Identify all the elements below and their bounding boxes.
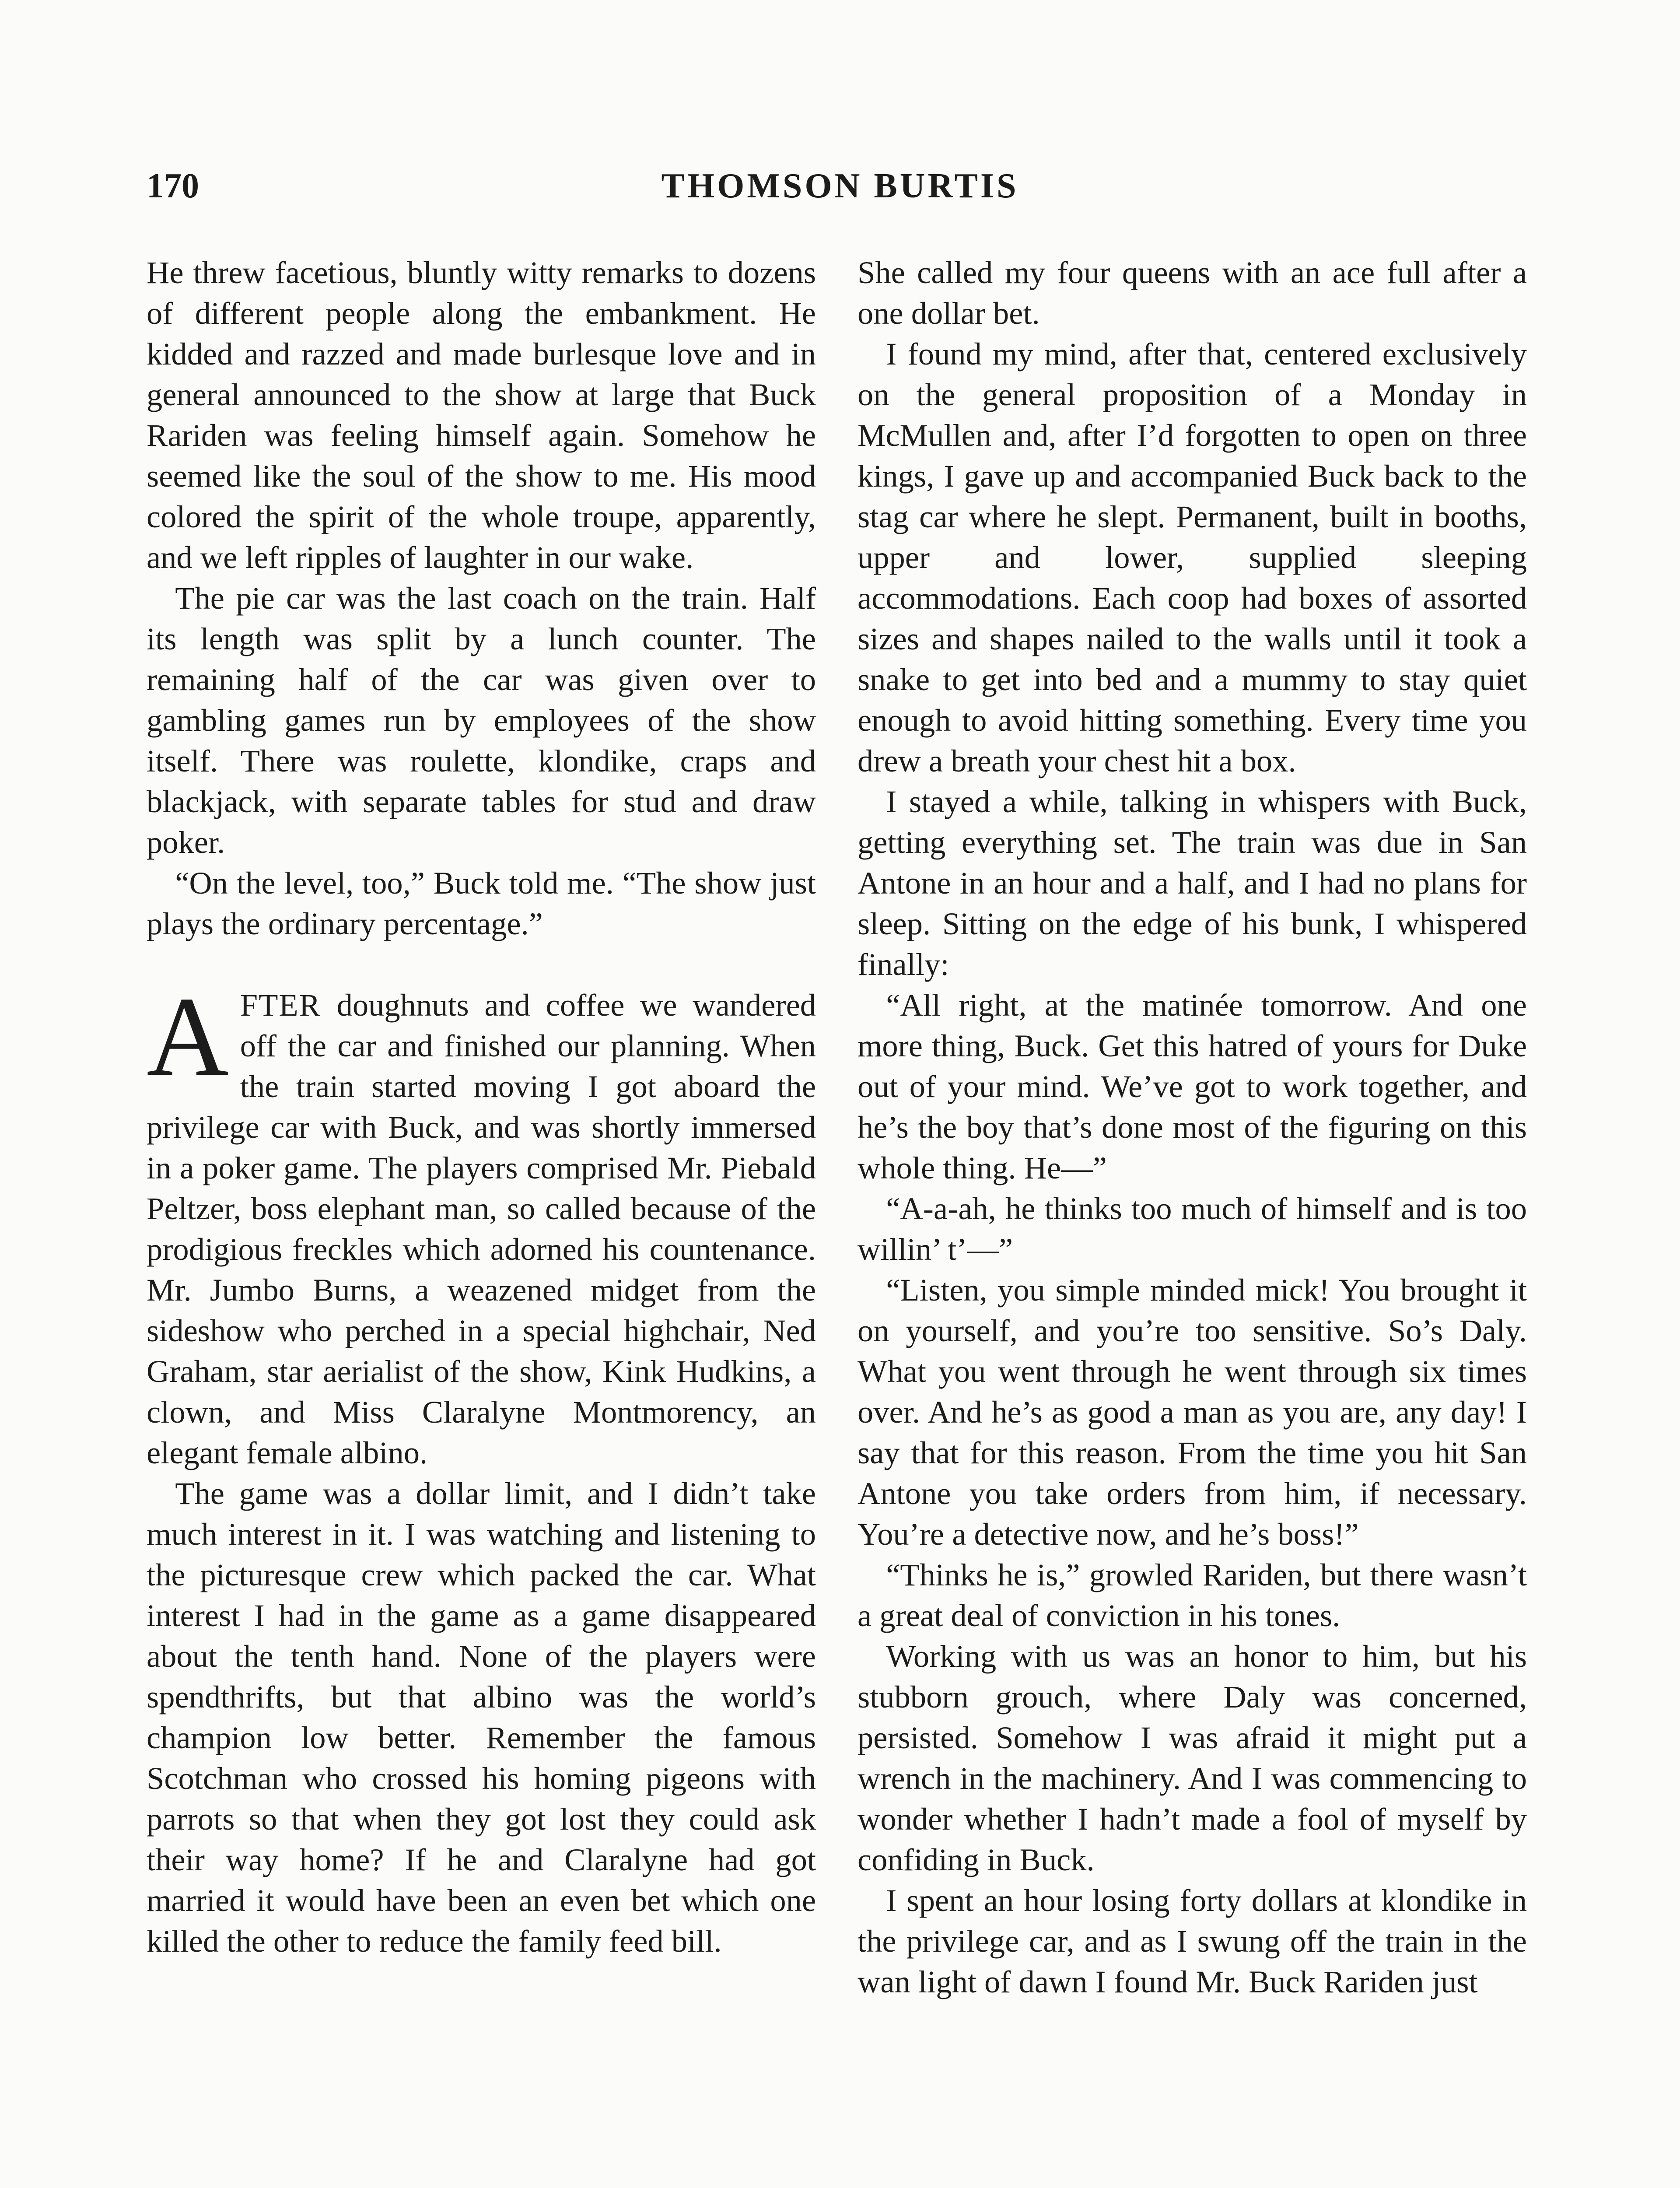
paragraph: “All right, at the matinée tomorrow. And one more thing, Buck. Get this hatred of yours for Duke out of your mind. We’ve got to work together, and he’s the boy that’s done most of the figuring on this whole thing. He—” [858,987,1527,1185]
left-column [147,252,816,1961]
page-number: 170 [147,167,199,205]
paragraph: I found my mind, after that, centered exclusively on the general proposition of a Monday in McMullen and, after I’d forgotten to open on three kings, I gave up and accompanied Buck back to the stag car where he slept. Permanent, built in booths, upper and lower, supplied sleeping accommodations. Each coop had boxes of assorted sizes and shapes nailed to the walls until it took a snake to get into bed and a mummy to stay quiet enough to avoid hitting something. Every time you drew a breath your chest hit a box. [858,336,1527,778]
paragraph: “Listen, you simple minded mick! You brought it on yourself, and you’re too sensitive. So’s Daly. What you went through he went through six times over. And he’s as good a man as you are, any day! I say that for this reason. From the time you hit San Antone you take orders from him, if necessary. You’re a detective now, and he’s boss!” [858,1272,1527,1552]
paragraph: I stayed a while, talking in whispers with Buck, getting everything set. The train was due in San Antone in an hour and a half, and I had no plans for sleep. Sitting on the edge of his bunk, I whispered finally: [858,784,1527,982]
paragraph: I spent an hour losing forty dollars at klondike in the privilege car, and as I swung off the train in the wan light of dawn I found Mr. Buck Rariden just [858,1883,1527,1999]
paragraph: “A-a-ah, he thinks too much of himself and is too willin’ t’—” [858,1191,1527,1267]
small-caps-lead: FTER [240,987,322,1023]
paragraph-text: doughnuts and coffee we wandered off the car and finished our planning. When the train started moving I got aboard the privilege car with Buck, and was shortly immersed in a poker game. The players comprised Mr. Piebald Peltzer, boss elephant man, so called because of the prodigious freckles which adorned his countenance. Mr. Jumbo Burns, a weazened midget from the sideshow who perched in a special highchair, Ned Graham, star aerialist of the show, Kink Hudkins, a clown, and Miss Claralyne Montmorency, an elegant female albino. [147,987,816,1470]
paragraph: “On the level, too,” Buck told me. “The show just plays the ordinary percentage.” [147,865,816,941]
paragraph: Working with us was an honor to him, but his stubborn grouch, where Daly was concerned, persisted. Somehow I was afraid it might put a wrench in the machinery. And I was commencing to wonder whether I hadn’t made a fool of myself by confiding in Buck. [858,1638,1527,1877]
paragraph: “Thinks he is,” growled Rariden, but there wasn’t a great deal of conviction in his tones. [858,1557,1527,1633]
section-opening-paragraph [147,974,816,1473]
page-header [147,166,1533,214]
paragraph: He threw facetious, bluntly witty remarks to dozens of different people along the embankment. He kidded and razzed and made burlesque love and in general announced to the show at large that Buck Rariden was feeling himself again. Somehow he seemed like the soul of the show to me. His mood colored the spirit of the whole troupe, apparently, and we left ripples of laughter in our wake. [147,255,816,575]
right-column [858,252,1527,2002]
paragraph: The pie car was the last coach on the train. Half its length was split by a lunch counter. The remaining half of the car was given over to gambling games run by employees of the show itself. There was roulette, klondike, craps and blackjack, with separate tables for stud and draw poker. [147,580,816,860]
drop-cap-initial: A [147,974,229,1100]
paragraph: The game was a dollar limit, and I didn’t take much interest in it. I was watching and listening to the picturesque crew which packed the car. What interest I had in the game as a game disappeared about the tenth hand. None of the players were spendthrifts, but that albino was the world’s champion low better. Remember the famous Scotchman who crossed his homing pigeons with parrots so that when they got lost they could ask their way home? If he and Claralyne had got married it would have been an even bet which one killed the other to reduce the family feed bill. [147,1476,816,1959]
running-title: THOMSON BURTIS [661,167,1019,205]
paragraph: She called my four queens with an ace full after a one dollar bet. [858,255,1527,331]
